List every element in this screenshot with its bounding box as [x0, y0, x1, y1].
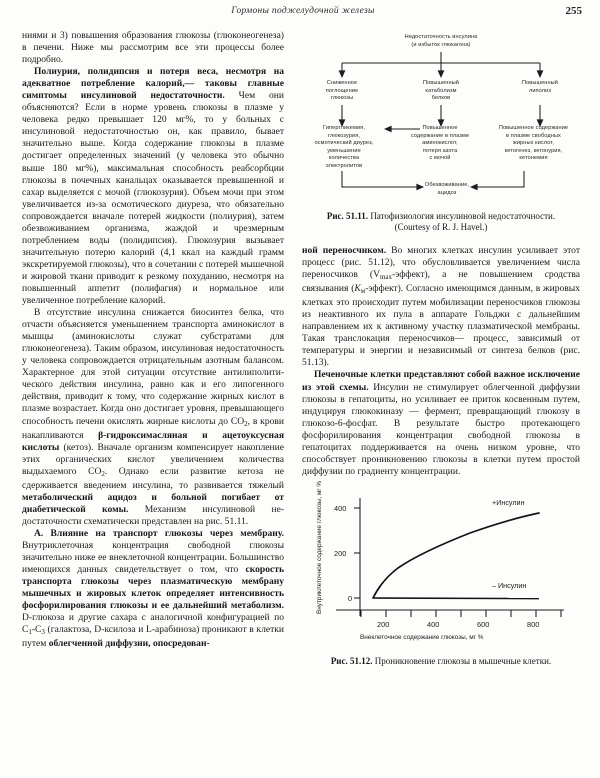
figure-51-12-chart	[302, 480, 580, 654]
figure-51-12-caption-text: Проникновение глюкозы в мышечные клетки.	[374, 655, 552, 666]
chart-x-axis-label	[360, 634, 483, 641]
page-number: 255	[565, 5, 582, 17]
paragraph: В отсутствие инсулина снижается биосинтез белка, что отчасти объясняется уменьшением транспорта аминокислот в мышцы (аминокислоты служат субстратами для глюконеогенеза). Таким образом, инсулиновая недостаточность у человека сопровождается отрицательным азотным балансом. Характерное для этой ситуации отсутствие антилиполитического действия инсулина, равно как и его липогенного действия, приводит к тому, что содержание жирных кислот в плазме возрастает. Когда оно достигает уровня, превышающего способность печени окислять жирные кислоты до $CO_2$, в крови накапливаются β-гидроксимасляная и ацетоуксусная кислоты (кетоз). Вначале организм компенсирует накопление этих органических кислот увеличением количества выдыхаемого $CO_2$. Однако если развитие кетоза не сдерживается введением инсулина, то развивается тяжелый метаболический ацидоз и больной погибает от диабетической комы. Механизм инсулиновой недостаточности схематически представлен на рис. 51.11.	[22, 307, 285, 527]
chart-x-tick-600: 600	[477, 619, 490, 629]
flow-node-dehydration-acidosis: Обезвоживание, ацидоз	[424, 182, 470, 196]
chart-y-ticks	[354, 508, 360, 598]
chart-y-axis-label-text: Внутриклеточное содержание глюкозы, мг %	[316, 480, 323, 614]
figure-51-11-caption-credit: (Courtesy of R. J. Havel.)	[394, 222, 488, 232]
figure-51-11-caption	[302, 211, 580, 233]
figure-51-12-caption-lead: Рис. 51.12.	[330, 655, 373, 666]
flow-node-root-line2: (и избыток глюкагона)	[411, 41, 471, 48]
left-column	[22, 30, 284, 650]
chart-y-axis-label	[316, 480, 324, 614]
chart-series-label-minus-insulin: – Инсулин	[492, 580, 527, 590]
figure-51-11-caption-text: Патофизиология инсулиновой недостаточности.	[370, 211, 556, 221]
flow-node-root	[366, 34, 516, 49]
chart-x-tick-400: 400	[427, 619, 440, 629]
chart-canvas	[302, 492, 580, 654]
chart-x-ticks	[361, 610, 561, 617]
flow-node-hyperglycemia: Гипергликемия, глюкозурия, осмотический диурез, уменьшение количества электролитов	[314, 125, 374, 169]
flow-node-amino-acids: Повышенное содержание в плазме аминокислот, потеря азота с мочой	[410, 125, 470, 162]
paragraph: ниями и 3) повышения образования глюкозы (глюконеогенеза) в печени. Ниже мы рассмотрим все эти процессы более подробно.	[22, 30, 284, 66]
flow-node-reduced-glucose-uptake: Сниженное поглощение глюкозы	[325, 80, 359, 102]
figure-51-12-caption	[302, 656, 580, 667]
chart-x-tick-800: 800	[527, 619, 540, 629]
right-column-text	[302, 245, 580, 478]
paragraph: А. Влияние на транспорт глюкозы через мембрану. Внутриклеточная концентрация свободной глюкозы значительно ниже ее внеклеточной концентрации. Большинство имеющихся данных свидетельствует о том, что скорость транспорта глюкозы через плазматическую мембрану мышечных и жировых клеток определяет интенсивность фосфорилирования глюкозы и ее дальнейший метаболизм. D-глюкоза и другие сахара с аналогичной конфигурацией по $C_1-C_3$ (галактоза, D-ксилоза и L-арабиноза) проникают в клетки путем облегченной диффузии, опосредован-	[22, 527, 284, 650]
flow-node-increased-lipolysis: Повышенный липолиз	[521, 80, 559, 94]
chart-y-tick-200: 200	[334, 548, 347, 558]
running-head-title: Гормоны поджелудочной железы	[231, 6, 375, 16]
paragraph: Печеночные клетки представляют собой важное исключение из этой схемы. Инсулин не стимулирует облегченной диффузии глюкозы в гепатоциты, но усиливает ее приток косвенным путем, индуцируя глюкокиназу — фермент, превращающий глюкозу в глюкозо-6-фосфат. В результате быстро протекающего фосфорилирования концентрация свободной глюкозы в гепатоцитах поддерживается на очень низком уровне, что способствует проникновению глюкозы в клетки путем простой диффузии по градиенту концентрации.	[302, 369, 580, 477]
paragraph: Полиурия, полидипсия и потеря веса, несмотря на адекватное потребление калорий,— таковы главные симптомы инсулиновой недостаточности. Чем они объясняются? Если в норме уровень глюкозы в плазме у человека редко превышает 120 мг%, то у больных с инсулиновой недостаточностью он, как правило, бывает значительно выше. Когда содержание глюкозы в плазме достигает определенных значений (у человека это обычно выше 180 мг%), максимальная способность реабсорбции глюкозы в почечных канальцах оказывается превышенной и сахар выделяется с мочой (глюкозурия). Объем мочи при этом увеличивается из-за осмотического диуреза, что обязательно сопровождается вначале потерей жидкости (полиурия), затем обезвоживанием организма, жаждой и чрезмерным потреблением воды (полидипсия). Глюкозурия вызывает значительную потерю калорий (4,1 ккал на каждый грамм экскретируемой глюкозы), что в сочетании с потерей мышечной и жировой ткани приводит к резкому похуданию, несмотря на повышенный аппетит (полифагия) и нормальное или увеличенное потребление калорий.	[22, 66, 284, 307]
right-column	[302, 30, 580, 667]
paragraph: ной переносчиком. Во многих клетках инсулин усиливает этот процесс (рис. 51.12), что обусловливается увеличением числа переносчиков $(V_{max}-эффект)$, а не повышением сродства связывания $(K_м-эффект)$. Согласно имеющимся данным, в жировых клетках это происходит путем мобилизации переносчиков глюкозы из неактивного их пула в аппарате Гольджи с дальнейшим направлением их к активному участку плазматической мембраны. Такая транслокация переносчиков— процесс, зависимый от температуры и энергии и независимый от синтеза белков (рис. 51.13).	[302, 245, 581, 369]
chart-series-minus-insulin	[373, 598, 539, 599]
flow-node-root-line1: Недостаточность инсулина	[404, 34, 478, 40]
chart-series-label-plus-insulin: +Инсулин	[492, 497, 525, 507]
running-head	[24, 6, 582, 20]
chart-x-axis-label-text: Внеклеточное содержание глюкозы, мг %	[360, 633, 484, 641]
figure-51-11-flowchart	[302, 30, 580, 205]
flowchart-connectors	[302, 30, 580, 205]
flow-node-free-fatty-acids: Повышенное содержание в плазме свободных жирных кислот, кетогенез, кетонурия, кетонемия	[498, 125, 569, 162]
chart-y-tick-0: 0	[348, 593, 353, 603]
flow-node-increased-protein-catabolism: Повышенный катаболизм белков	[422, 80, 460, 102]
left-column-text	[22, 30, 284, 650]
chart-y-tick-400: 400	[334, 503, 347, 513]
figure-51-11-caption-lead: Рис. 51.11.	[326, 211, 369, 221]
chart-x-tick-200: 200	[377, 619, 390, 629]
